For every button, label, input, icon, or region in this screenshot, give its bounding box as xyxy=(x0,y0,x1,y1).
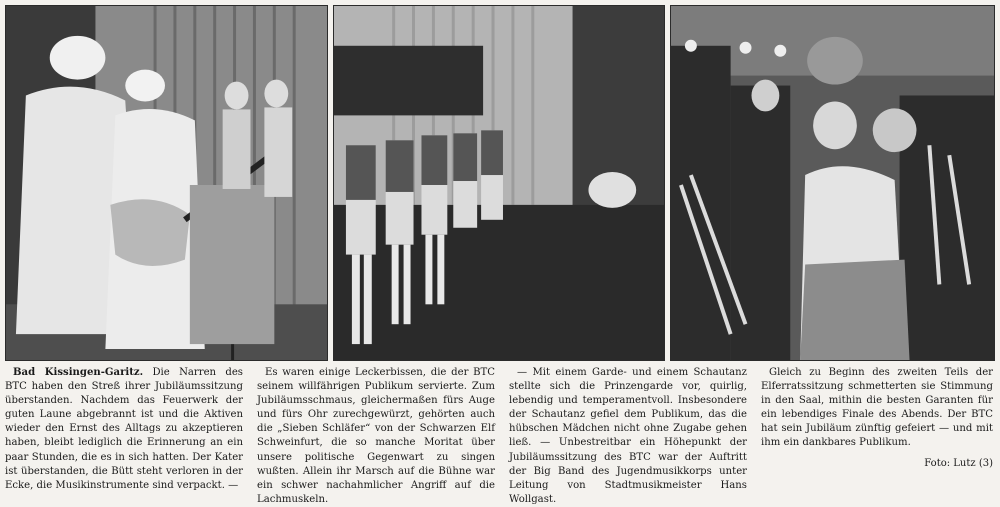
column-3-text: — Mit einem Garde- und einem Schautanz stellte sich die Prinzengarde vor, quirlig, lebendig und temperamentvoll. Insbesondere der Schautanz gefiel dem Publikum, das die hübschen Mädchen nicht ohne Zugabe gehen ließ. — Unbestreitbar ein Höhepunkt der Jubiläumssitzung des BTC war der Auftritt der Big Band des Jugendmusikkorps unter Leitung von Stadtmusikmeister Hans Wollgast. xyxy=(509,367,747,505)
article-column-1 xyxy=(5,366,243,493)
column-4-text: Gleich zu Beginn des zweiten Teils der Elferratssitzung schmetterten sie Stimmung in den Saal, mithin die besten Garanten für ein lebendiges Finale des Abends. Der BTC hat sein Jubiläum zünftig gefeiert — und mit ihm ein dankbares Publikum. xyxy=(761,367,993,449)
photo-big-band xyxy=(670,5,995,361)
photo-dancers xyxy=(333,5,665,361)
article-body xyxy=(5,366,995,505)
article-column-2 xyxy=(257,366,495,507)
column-1-body: Die Narren des BTC haben den Streß ihrer Jubiläumssitzung überstanden. Nachdem das Feuerwerk der guten Laune abgebrannt ist und die Aktiven wieder den Ernst des Alltags zu akzeptieren haben, bleibt lediglich die Erinnerung an ein paar Stunden, die es in sich hatten. Der Kater ist überstanden, die Bütt steht verloren in der Ecke, die Musikinstrumente sind verpackt. — xyxy=(5,367,243,491)
dateline: Bad Kissingen-Garitz. xyxy=(13,367,144,378)
photo-dancers-image xyxy=(334,6,664,360)
article-column-3 xyxy=(509,366,747,507)
photo-big-band-image xyxy=(671,6,994,360)
photo-singers xyxy=(5,5,328,361)
photo-credit: Foto: Lutz (3) xyxy=(924,458,993,469)
photo-singers-image xyxy=(6,6,327,360)
article-column-4 xyxy=(761,366,993,451)
column-2-text: Es waren einige Leckerbissen, die der BTC seinem willfährigen Publikum servierte. Zum Jubiläumsschmaus, gleichermaßen fürs Auge und fürs Ohr zurechgewürzt, gehörten auch die „Sieben Schläfer“ von der Schwarzen Elf Schweinfurt, die so manche Moritat über unsere politische Gegenwart zu singen wußten. Allein ihr Marsch auf die Bühne war ein schwer nachahmlicher Angriff auf die Lachmuskeln. xyxy=(257,367,495,505)
column-1-text xyxy=(5,366,243,493)
